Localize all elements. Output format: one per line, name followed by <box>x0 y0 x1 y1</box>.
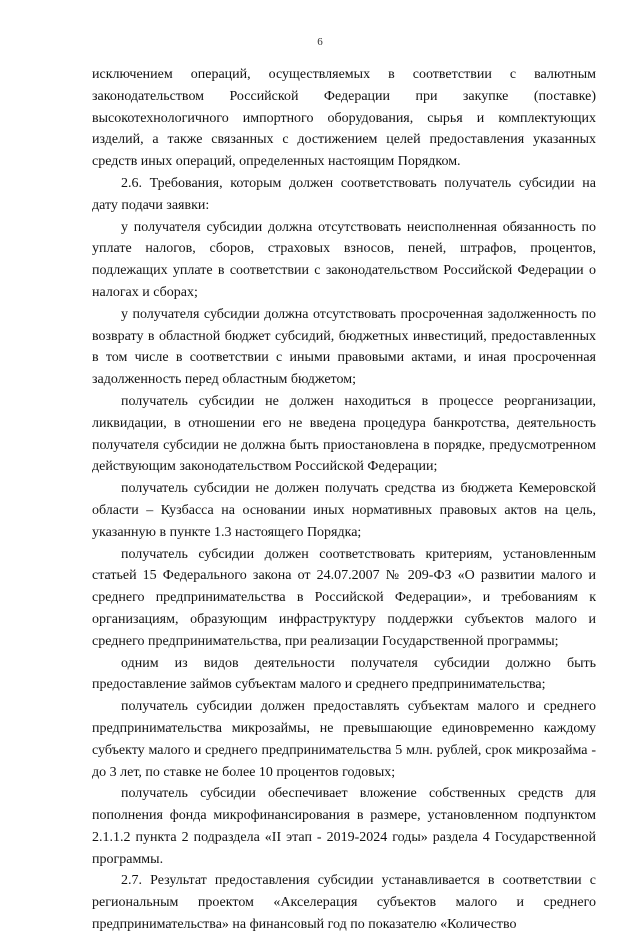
document-body <box>92 64 596 936</box>
paragraph-10: получатель субсидии обеспечивает вложение собственных средств для пополнения фонда микрофинансирования в размере, установленном подпунктом 2.1.1.2 пункта 2 подраздела «II этап - 2019-2024 годы» раздела 4 Государственной программы. <box>92 786 596 867</box>
paragraph-8: одним из видов деятельности получателя субсидии должно быть предоставление займов субъектам малого и среднего предпринимательства; <box>92 655 596 693</box>
page-number: 6 <box>317 36 323 48</box>
paragraph-11: 2.7. Результат предоставления субсидии устанавливается в соответствии с региональным проектом «Акселерация субъектов малого и среднего предпринимательства» на финансовый год по показателю «Количество <box>92 873 596 933</box>
paragraph-1: исключением операций, осуществляемых в соответствии с валютным законодательством Российской Федерации при закупке (поставке) высокотехнологичного импортного оборудования, сырья и комплектующих изделий, а также связанных с достижением целей предоставления указанных средств иных операций, определенных настоящим Порядком. <box>92 67 596 170</box>
paragraph-3: у получателя субсидии должна отсутствовать неисполненная обязанность по уплате налогов, сборов, страховых взносов, пеней, штрафов, процентов, подлежащих уплате в соответствии с законодательством Российской Федерации о налогах и сборах; <box>92 219 596 300</box>
paragraph-9: получатель субсидии должен предоставлять субъектам малого и среднего предпринимательства микрозаймы, не превышающие единовременно каждому субъекту малого и среднего предпринимательства 5 млн. рублей, срок микрозайма - до 3 лет, по ставке не более 10 процентов годовых; <box>92 699 596 780</box>
paragraph-2: 2.6. Требования, которым должен соответствовать получатель субсидии на дату подачи заявки: <box>92 175 596 213</box>
paragraph-5: получатель субсидии не должен находиться в процессе реорганизации, ликвидации, в отношении его не введена процедура банкротства, деятельность получателя субсидии не должна быть приостановлена в порядке, предусмотренном действующим законодательством Российской Федерации; <box>92 393 596 475</box>
paragraph-4: у получателя субсидии должна отсутствовать просроченная задолженность по возврату в областной бюджет субсидий, бюджетных инвестиций, предоставленных в том числе в соответствии с иными правовыми актами, и иная просроченная задолженность перед областным бюджетом; <box>92 306 596 388</box>
paragraph-7: получатель субсидии должен соответствовать критериям, установленным статьей 15 Федерального закона от 24.07.2007 № 209-ФЗ «О развитии малого и среднего предпринимательства в Российской Федерации», и требованиям к организациям, образующим инфраструктуру поддержки субъектов малого и среднего предпринимательства, при реализации Государственной программы; <box>92 546 596 649</box>
paragraph-6: получатель субсидии не должен получать средства из бюджета Кемеровской области – Кузбасса на основании иных нормативных правовых актов на цель, указанную в пункте 1.3 настоящего Порядка; <box>92 481 596 540</box>
